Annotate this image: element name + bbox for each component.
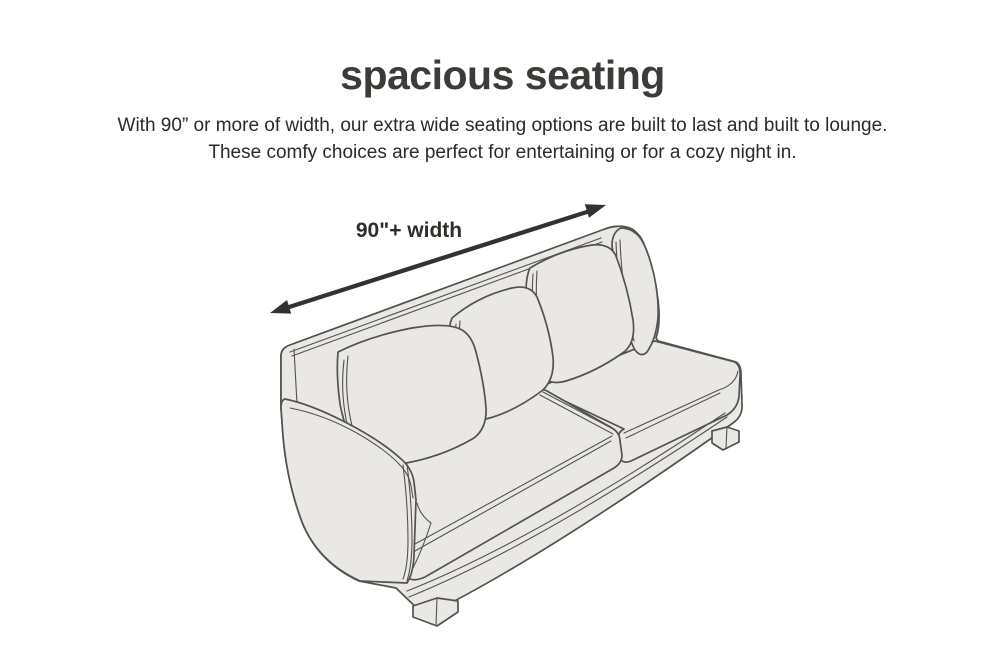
dimension-label: 90"+ width (355, 219, 463, 242)
page-title: spacious seating (340, 52, 665, 98)
right-foot (712, 427, 739, 450)
description-line-2: These comfy choices are perfect for entertaining or for a cozy night in. (208, 142, 797, 163)
description-line-1: With 90” or more of width, our extra wide seating options are built to last and built to lounge. (117, 115, 888, 136)
arrow-head-right (585, 204, 606, 217)
arrow-head-left (270, 300, 291, 314)
